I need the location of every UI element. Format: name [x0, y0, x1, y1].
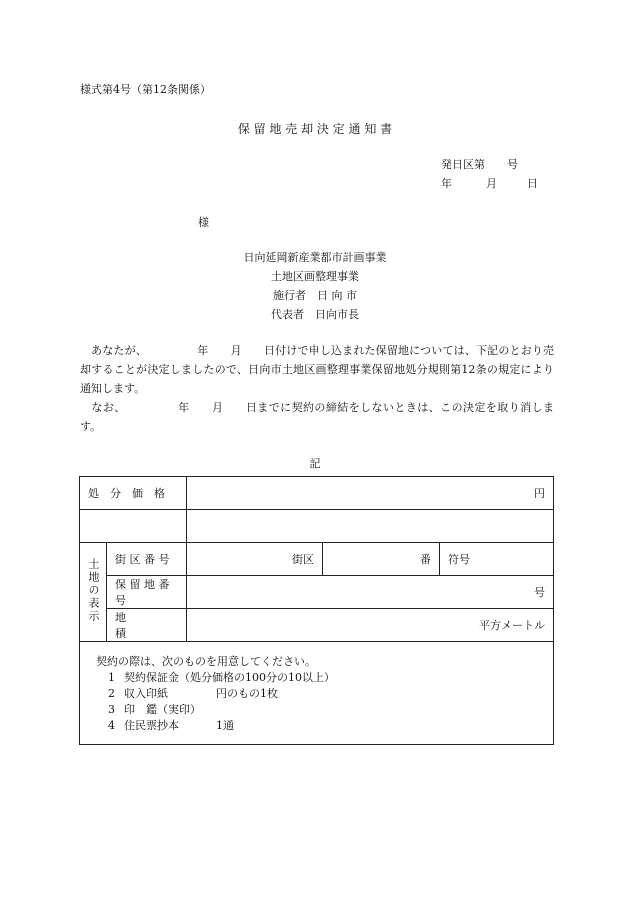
area-value-cell: 平方メートル	[187, 609, 554, 642]
addressee: 様	[198, 216, 209, 229]
body-paragraph-1	[80, 341, 554, 398]
note-item-4-detail: 1通	[216, 719, 234, 732]
body-paragraph-2	[80, 398, 554, 436]
p2-text-a: なお、	[80, 401, 126, 414]
land-display-text: 土地の表示	[87, 558, 100, 623]
issue-date	[441, 175, 538, 191]
p1-year: 年	[197, 344, 209, 357]
lot-cell: 番	[323, 543, 440, 576]
land-display-label	[80, 543, 107, 642]
price-label: 処 分 価 格	[80, 477, 187, 510]
notes-intro: 契約の際は、次のものを用意してください。	[96, 655, 316, 668]
p1-text-a: あなたが、	[80, 344, 148, 357]
block-label: 街 区 番 号	[107, 543, 187, 576]
issue-date-year: 年	[441, 177, 452, 190]
p1-month: 月	[230, 344, 242, 357]
sender-line-4: 代表者 日向市長	[271, 308, 359, 321]
note-item-1	[96, 670, 537, 686]
note-item-3	[96, 702, 537, 718]
p2-year: 年	[177, 401, 190, 414]
p1-text-b: 日付けで申し込まれた保留地については、下記のとおり売却することが決定しましたので、日向市土地区画整理事業保留地処分規則第12条の規定により通知します。	[80, 344, 555, 395]
issue-date-month: 月	[486, 177, 497, 190]
sender-line-1: 日向延岡新産業都市計画事業	[243, 251, 387, 264]
issue-number-suffix: 号	[507, 158, 518, 171]
detail-table	[79, 476, 554, 745]
note-item-1-text: 契約保証金（処分価格の100分の10以上）	[124, 671, 335, 684]
note-item-3-text: 印 鑑（実印）	[124, 703, 201, 716]
note-item-4-name: 住民票抄本	[124, 719, 179, 732]
issue-number	[441, 156, 518, 172]
block-row	[80, 543, 554, 576]
sender-line-2: 土地区画整理事業	[271, 270, 359, 283]
notes-row	[80, 642, 554, 745]
note-item-4	[96, 718, 537, 734]
block-cell: 街区	[187, 543, 323, 576]
form-number: 様式第4号（第12条関係）	[80, 83, 211, 96]
issue-number-prefix: 発日区第	[441, 158, 485, 171]
blank-value-cell	[187, 510, 554, 543]
area-label: 地 積	[107, 609, 187, 642]
note-item-2-num: 2	[108, 687, 115, 700]
note-item-2	[96, 686, 537, 702]
issue-date-day: 日	[527, 177, 538, 190]
blank-label-cell	[80, 510, 187, 543]
note-item-2-name: 収入印紙	[124, 687, 168, 700]
p2-text-b: 日までに契約の締結をしないときは、この決定を取り消します。	[80, 401, 555, 433]
note-item-4-num: 4	[108, 719, 115, 732]
area-row	[80, 609, 554, 642]
note-item-2-detail: 円のもの1枚	[216, 687, 278, 700]
notes-cell	[80, 642, 554, 745]
note-item-3-num: 3	[108, 703, 115, 716]
price-value-cell: 円	[187, 477, 554, 510]
note-item-1-num: 1	[108, 671, 115, 684]
reserve-label: 保 留 地 番 号	[107, 576, 187, 609]
price-row	[80, 477, 554, 510]
reserve-value-cell: 号	[187, 576, 554, 609]
blank-row	[80, 510, 554, 543]
reserve-row	[80, 576, 554, 609]
document-title: 保 留 地 売 却 決 定 通 知 書	[237, 122, 393, 136]
ki-label: 記	[309, 457, 321, 470]
symbol-cell: 符号	[440, 543, 554, 576]
p2-month: 月	[211, 401, 224, 414]
sender-line-3: 施行者 日 向 市	[273, 289, 357, 302]
